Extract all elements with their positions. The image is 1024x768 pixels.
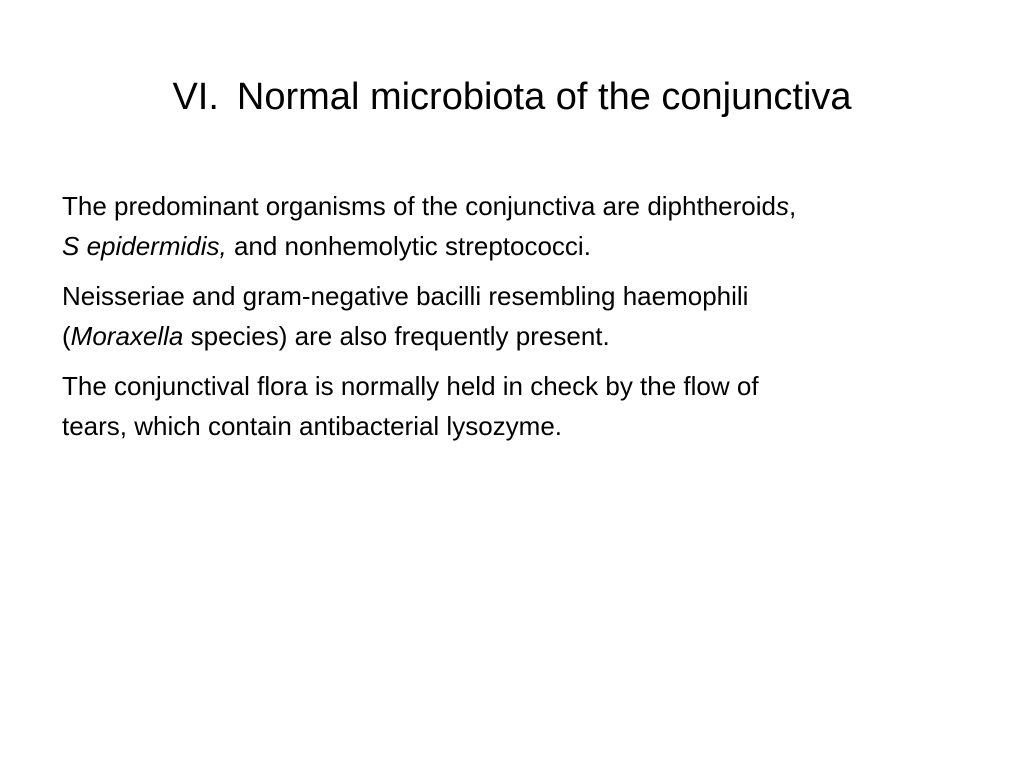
p1-text-a: The predominant organisms of the conjunctiva are diphtheroid: [62, 191, 776, 221]
p3-text-b: tears, which contain antibacterial lysozyme.: [62, 411, 563, 441]
p1-text-e: and nonhemolytic streptococci.: [226, 231, 591, 261]
paragraph-1: [62, 186, 982, 266]
title-text: Normal microbiota of the conjunctiva: [236, 76, 852, 118]
paragraph-2: [62, 276, 982, 356]
p2-text-a: Neisseriae and gram-negative bacilli resembling haemophili: [62, 281, 749, 311]
p2-text-c: Moraxella: [70, 321, 184, 351]
slide-title: [0, 72, 1024, 122]
p2-text-d: species) are also frequently present.: [183, 321, 610, 351]
p3-text-a: The conjunctival flora is normally held in check by the flow of: [62, 371, 759, 401]
p1-text-b: s: [775, 191, 789, 221]
p2-text-b: (: [62, 321, 71, 351]
p1-text-d: S epidermidis,: [62, 231, 227, 261]
title-number: VI.: [172, 76, 219, 118]
paragraph-3: [62, 366, 982, 446]
p1-text-c: ,: [788, 191, 797, 221]
slide-body: [62, 186, 982, 456]
